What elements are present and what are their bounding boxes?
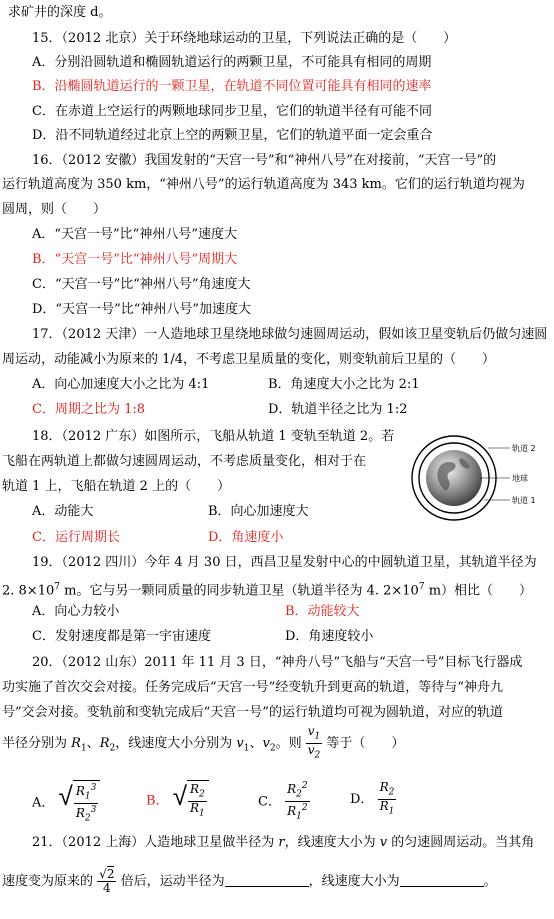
q19-option-a: A．向心力较小	[32, 604, 120, 619]
q20-option-b	[146, 780, 209, 822]
q19-exp-2: 7	[418, 582, 425, 592]
q17-option-a: A．向心加速度大小之比为 4:1	[32, 377, 210, 392]
q21-text-5: 倍后，运动半径为	[120, 874, 225, 889]
q20-option-a	[32, 780, 100, 826]
q20-ratio-v1-v2: $\frac{v_1}{v_2}$	[307, 723, 321, 761]
q16-option-c: C．“天宫一号”比“神州八号”角速度大	[32, 277, 251, 292]
q20-option-d-label: D．	[350, 792, 374, 807]
q20-option-d-formula: $\frac{R_2}{R_1}$	[379, 779, 395, 817]
orbit-figure-svg	[410, 430, 552, 528]
q16-stem-line3: 圆周，则（ ）	[2, 202, 107, 217]
q21-text-1: 21．（2012 上海）人造地球卫星做半径为	[32, 835, 279, 850]
q17-stem-line2: 周运动，动能减小为原来的 1/4，不考虑卫星质量的变化，则变轨前后卫星的（ ）	[2, 352, 496, 367]
label-orbit-1: 轨道 1	[512, 496, 536, 505]
label-orbit-2: 轨道 2	[512, 444, 536, 453]
q16-option-d: D．“天宫一号”比“神州八号”加速度大	[32, 302, 252, 317]
q20-var-v2: v	[262, 736, 270, 751]
q21-text-4: 速度变为原来的	[2, 874, 94, 889]
q20-stem-line1: 20．（2012 山东）2011 年 11 月 3 日，“神舟八号”飞船与“天宫一号”目标飞行器成	[32, 655, 523, 670]
q20-var-r1: R	[71, 736, 81, 751]
q20-option-c	[258, 780, 310, 824]
q20-var-v1: v	[236, 736, 244, 751]
q20-text-equals: 等于（ ）	[326, 736, 405, 751]
q20-option-b-label: B．	[146, 793, 169, 809]
q21-blank-radius[interactable]	[225, 873, 309, 887]
q21-factor: $\frac{√2}{4}$	[99, 867, 115, 895]
q18-stem-line2: 飞船在两轨道上都做匀速圆周运动，不考虑质量变化，相对于在	[2, 454, 367, 469]
q20-text-radii: 半径分别为	[2, 736, 72, 751]
q21-text-3: 的匀速圆周运动。当其角	[387, 835, 535, 850]
q16-option-b: B．“天宫一号”比“神州八号”周期大	[32, 252, 238, 267]
q21-var-r: r	[278, 835, 285, 850]
earth-globe	[426, 450, 482, 506]
q16-stem-line2: 运行轨道高度为 350 km，“神州八号”的运行轨道高度为 343 km。它们的运行轨道均视为	[2, 177, 525, 192]
q15-option-d: D．沿不同轨道经过北京上空的两颗卫星，它们的轨道平面一定会重合	[32, 128, 433, 143]
q21-var-v: v	[379, 835, 388, 850]
q18-option-c: C．运行周期长	[32, 530, 120, 545]
q19-stem-mid: m。它与另一颗同质量的同步轨道卫星（轨道半径为 4. 2×10	[59, 583, 419, 599]
q19-option-c: C．发射速度都是第一宇宙速度	[32, 629, 211, 644]
q20-option-d	[350, 780, 396, 820]
q18-option-d: D．角速度小	[208, 530, 284, 545]
q21-stem-line1	[32, 834, 534, 852]
q19-exp-1: 7	[54, 582, 60, 592]
q17-option-c: C．周期之比为 1:8	[32, 402, 146, 417]
q21-text-7: 。	[483, 874, 497, 889]
q17-option-b: B．角速度大小之比为 2:1	[268, 377, 420, 392]
q20-stem-line2: 功实施了首次交会对接。任务完成后“天宫一号”经变轨升到更高的轨道，等待与“神舟九	[2, 680, 503, 695]
q17-option-d: D．轨道半径之比为 1:2	[268, 402, 408, 417]
orbit-figure	[410, 430, 552, 528]
q16-stem-line1: 16．（2012 安徽）我国发射的“天宫一号”和“神州八号”在对接前，“天宫一号”的	[32, 153, 497, 168]
q20-text-then: 。则	[275, 736, 302, 751]
q15-option-b: B．沿椭圆轨道运行的一颗卫星，在轨道不同位置可能具有相同的速率	[32, 79, 432, 94]
q18-stem-line1: 18．（2012 广东）如图所示，飞船从轨道 1 变轨至轨道 2。若	[32, 429, 395, 444]
q17-stem-line1: 17．（2012 天津）一人造地球卫星绕地球做匀速圆周运动，假如该卫星变轨后仍做匀速圆	[32, 327, 548, 342]
q18-stem-line3: 轨道 1 上，飞船在轨道 2 上的（ ）	[2, 479, 231, 494]
q21-stem-line2	[2, 862, 497, 902]
q15-stem: 15．（2012 北京）关于环绕地球运动的卫星，下列说法正确的是（ ）	[32, 31, 457, 46]
label-earth: 地球	[512, 474, 528, 483]
q19-stem-line2	[2, 578, 532, 600]
q15-option-c: C．在赤道上空运行的两颗地球同步卫星，它们的轨道半径有可能不同	[32, 104, 432, 119]
q19-stem-line1: 19．（2012 四川）今年 4 月 30 日，西昌卫星发射中心的中圆轨道卫星，其轨道半径为	[32, 555, 537, 570]
q18-option-b: B．向心加速度大	[208, 504, 309, 519]
q20-var-r2: R	[99, 736, 110, 751]
q20-option-c-formula: $\frac{R_2^2}{R_1^2}$	[287, 781, 308, 822]
q20-stem-line4: 半径分别为 $R_1$、$R_2$，线速度大小分别为 $v_1$、$v_2$。则 $\frac{v_1}{v_2}$ 等于（ ）	[2, 723, 405, 761]
q21-blank-speed[interactable]	[400, 873, 484, 887]
q21-text-2: ，线速度大小为	[284, 835, 380, 850]
q15-option-a: A．分别沿圆轨道和椭圆轨道运行的两颗卫星，不可能具有相同的周期	[32, 55, 432, 70]
q20-option-a-label: A．	[32, 795, 55, 811]
q21-text-6: ，线速度大小为	[308, 874, 400, 889]
q20-option-b-formula: √ $\frac{R_2}{R_1}$	[173, 780, 209, 822]
q16-option-a: A．“天宫一号”比“神州八号”速度大	[32, 227, 237, 242]
q19-radius-1: 2. 8×10	[2, 583, 55, 599]
top-line: 求矿井的深度 d。	[8, 5, 112, 20]
q18-option-a: A．动能大	[32, 504, 94, 519]
q20-option-c-label: C．	[258, 794, 281, 810]
q20-stem-line3: 号”交会对接。变轨前和变轨完成后“天宫一号”的运行轨道均可视为圆轨道，对应的轨道	[2, 705, 503, 720]
q20-text-speeds: ，线速度大小分别为	[115, 736, 237, 751]
q20-option-a-formula: √ $\frac{R_1^3}{R_2^3}$	[59, 780, 101, 826]
q19-stem-end: m）相比（ ）	[424, 583, 533, 599]
q19-option-d: D．角速度较小	[285, 629, 374, 644]
q19-option-b: B．动能较大	[285, 604, 360, 619]
